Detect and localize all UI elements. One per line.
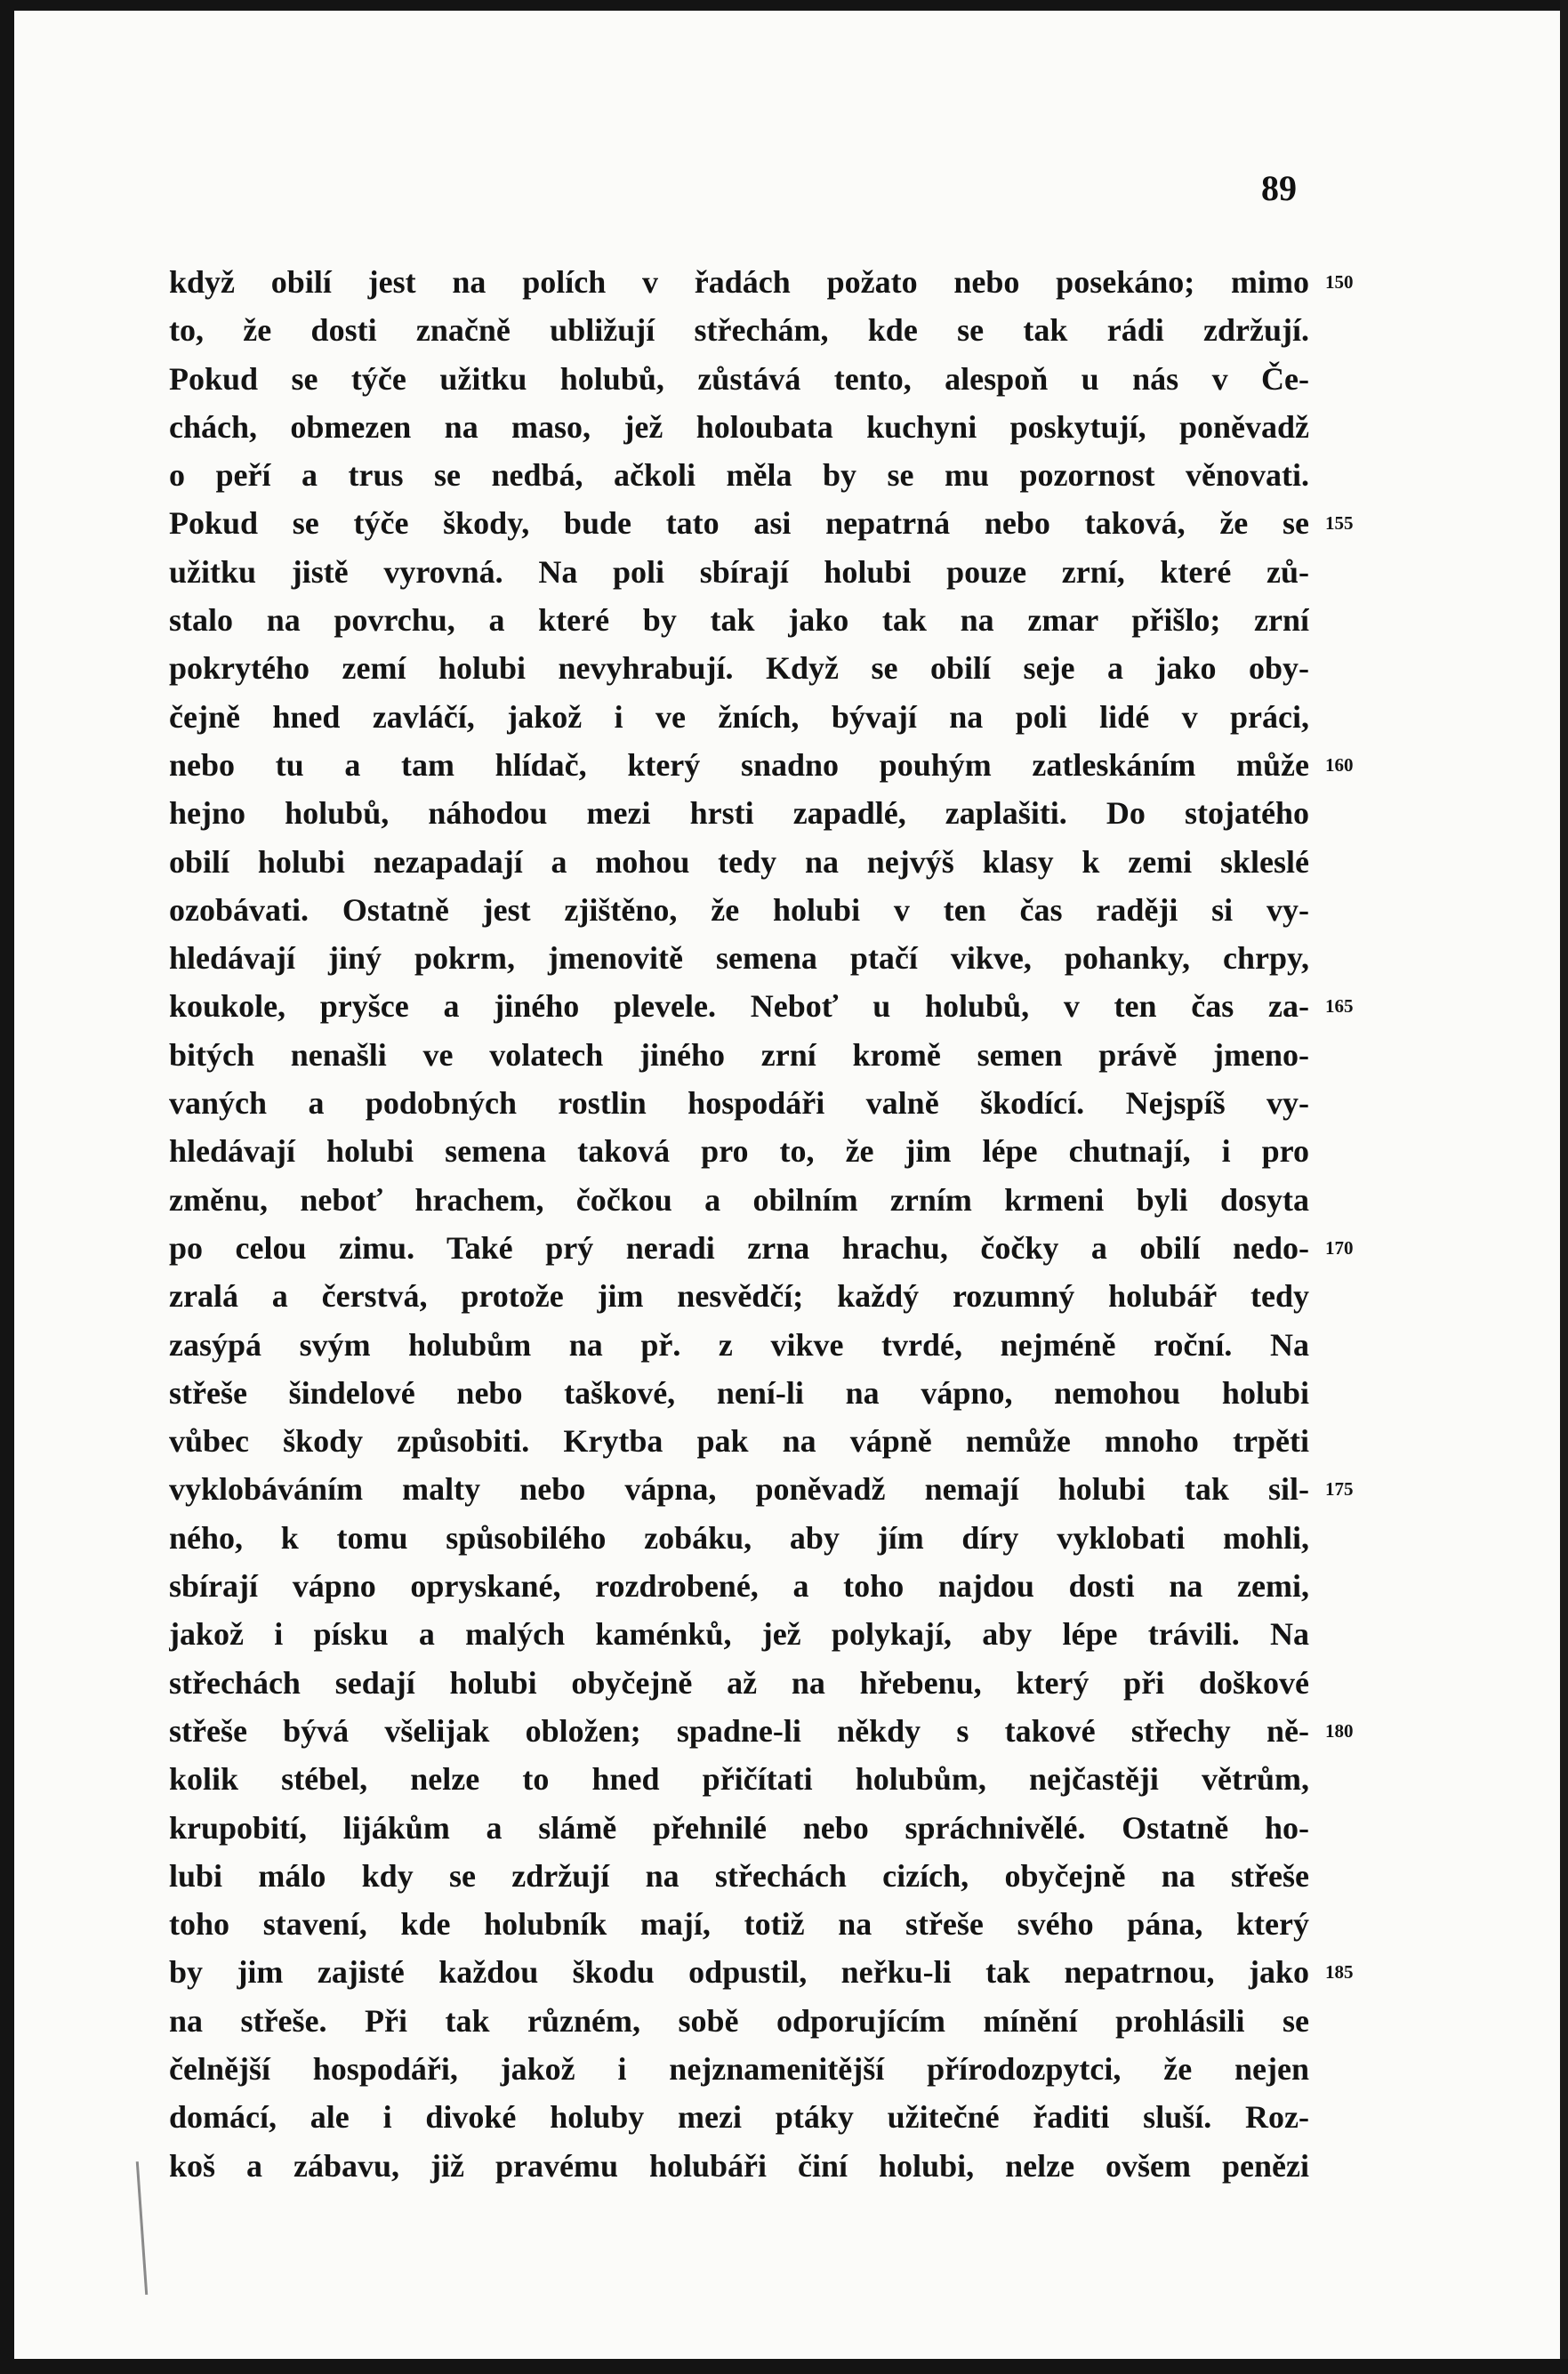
text-line-content: krupobití, lijákům a slámě přehnilé nebo spráchnivělé. Ostatně ho- <box>169 1809 1309 1846</box>
text-line <box>169 1465 1354 1513</box>
text-line <box>169 1369 1309 1417</box>
text-line <box>169 1562 1309 1610</box>
text-line <box>169 1224 1354 1272</box>
page-crease <box>136 2161 148 2295</box>
text-line <box>169 548 1309 596</box>
text-line-content: bitých nenašli ve volatech jiného zrní kromě semen právě jmeno- <box>169 1036 1309 1073</box>
text-line-content: o peří a trus se nedbá, ačkoli měla by se mu pozornost věnovati. <box>169 457 1309 494</box>
text-line <box>169 1514 1309 1562</box>
text-line-content: obilí holubi nezapadají a mohou tedy na nejvýš klasy k zemi skleslé <box>169 843 1309 880</box>
text-line <box>169 1997 1309 2045</box>
text-line <box>169 644 1309 692</box>
text-line-content: hejno holubů, náhodou mezi hrsti zapadlé, zaplašiti. Do stojatého <box>169 795 1309 832</box>
text-line-content: koukole, pryšce a jiného plevele. Neboť u holubů, v ten čas za- <box>169 988 1309 1025</box>
text-line-content: střechách sedají holubi obyčejně až na hřebenu, který při doškové <box>169 1664 1309 1701</box>
text-line <box>169 1031 1309 1079</box>
line-number-marker: 155 <box>1325 512 1354 535</box>
text-line <box>169 1948 1354 1996</box>
text-line <box>169 693 1309 741</box>
text-line <box>169 355 1309 403</box>
line-number-marker: 170 <box>1325 1236 1354 1259</box>
text-line <box>169 1417 1309 1465</box>
text-line-content: ozobávati. Ostatně jest zjištěno, že holubi v ten čas raději si vy- <box>169 891 1309 928</box>
text-line-content: stalo na povrchu, a které by tak jako tak na zmar přišlo; zrní <box>169 602 1309 639</box>
text-line <box>169 2142 1309 2190</box>
text-line-content: vůbec škody způsobiti. Krytba pak na vápně nemůže mnoho trpěti <box>169 1423 1309 1460</box>
text-line-content: domácí, ale i divoké holuby mezi ptáky užitečné řaditi sluší. Roz- <box>169 2099 1309 2136</box>
text-line <box>169 403 1309 451</box>
text-line-content: když obilí jest na polích v řadách požato nebo posekáno; mimo <box>169 264 1309 300</box>
text-line <box>169 982 1354 1030</box>
text-line-content: střeše šindelové nebo taškové, není-li na vápno, nemohou holubi <box>169 1374 1309 1411</box>
line-number-marker: 185 <box>1325 1961 1354 1984</box>
text-line-content: zasýpá svým holubům na př. z vikve tvrdé, nejméně roční. Na <box>169 1326 1309 1363</box>
text-line <box>169 934 1309 982</box>
text-line-content: čelnější hospodáři, jakož i nejznamenitější přírodozpytci, že nejen <box>169 2050 1309 2087</box>
text-line <box>169 499 1354 547</box>
text-line <box>169 2045 1309 2093</box>
scan-border-right <box>1560 0 1568 2374</box>
text-line <box>169 789 1309 837</box>
text-line-content: to, že dosti značně ubližují střechám, kde se tak rádi zdržují. <box>169 312 1309 349</box>
text-line-content: nebo tu a tam hlídač, který snadno pouhým zatleskáním může <box>169 746 1309 783</box>
text-line <box>169 258 1354 306</box>
text-line-content: změnu, neboť hrachem, čočkou a obilním zrním krmeni byli dosyta <box>169 1181 1309 1218</box>
text-line <box>169 1176 1309 1224</box>
line-number-marker: 175 <box>1325 1478 1354 1501</box>
text-line-content: střeše bývá všelijak obložen; spadne-li někdy s takové střechy ně- <box>169 1712 1309 1749</box>
text-line <box>169 1610 1309 1658</box>
text-line <box>169 1659 1309 1707</box>
text-line <box>169 2093 1309 2141</box>
text-line-content: hledávají holubi semena taková pro to, že jim lépe chutnají, i pro <box>169 1133 1309 1170</box>
text-line <box>169 1272 1309 1320</box>
scan-border-bottom <box>0 2359 1568 2374</box>
text-line-content: hledávají jiný pokrm, jmenovitě semena ptačí vikve, pohanky, chrpy, <box>169 940 1309 977</box>
scan-border-left <box>0 0 14 2374</box>
text-line-content: vaných a podobných rostlin hospodáři valně škodící. Nejspíš vy- <box>169 1085 1309 1122</box>
text-line-content: užitku jistě vyrovná. Na poli sbírají holubi pouze zrní, které zů- <box>169 553 1309 590</box>
line-number-marker: 160 <box>1325 753 1354 776</box>
text-line-content: sbírají vápno opryskané, rozdrobené, a toho najdou dosti na zemi, <box>169 1568 1309 1605</box>
page-number: 89 <box>1261 168 1297 208</box>
text-line-content: pokrytého zemí holubi nevyhrabují. Když se obilí seje a jako oby- <box>169 650 1309 687</box>
line-number-marker: 150 <box>1325 271 1354 293</box>
text-line-content: vyklobáváním malty nebo vápna, poněvadž nemají holubi tak sil- <box>169 1471 1309 1508</box>
text-line <box>169 1900 1309 1948</box>
line-number-marker: 165 <box>1325 995 1354 1018</box>
line-number-marker: 180 <box>1325 1719 1354 1742</box>
text-line-content: koš a zábavu, již pravému holubáři činí holubi, nelze ovšem penězi <box>169 2147 1309 2184</box>
text-line <box>169 1127 1309 1175</box>
text-line-content: zralá a čerstvá, protože jim nesvědčí; každý rozumný holubář tedy <box>169 1278 1309 1315</box>
text-line-content: Pokud se týče užitku holubů, zůstává tento, alespoň u nás v Če- <box>169 360 1309 397</box>
text-line-content: Pokud se týče škody, bude tato asi nepatrná nebo taková, že se <box>169 505 1309 542</box>
text-line <box>169 1755 1309 1803</box>
text-line-content: na střeše. Při tak různém, sobě odporujícím mínění prohlásili se <box>169 2002 1309 2039</box>
text-line <box>169 1321 1309 1369</box>
text-line <box>169 741 1354 789</box>
text-line-content: by jim zajisté každou škodu odpustil, neřku-li tak nepatrnou, jako <box>169 1954 1309 1991</box>
text-line <box>169 886 1309 934</box>
text-line-content: ného, k tomu spůsobilého zobáku, aby jím díry vyklobati mohli, <box>169 1519 1309 1556</box>
text-line-content: jakož i písku a malých kaménků, jež polykají, aby lépe trávili. Na <box>169 1616 1309 1653</box>
text-line <box>169 596 1309 644</box>
text-line-content: kolik stébel, nelze to hned přičítati holubům, nejčastěji větrům, <box>169 1761 1309 1798</box>
text-line <box>169 451 1309 499</box>
text-line <box>169 1804 1309 1852</box>
text-line <box>169 306 1309 354</box>
text-line <box>169 1707 1354 1755</box>
text-line <box>169 1079 1309 1127</box>
scan-border-top <box>0 0 1568 11</box>
text-line-content: po celou zimu. Také prý neradi zrna hrachu, čočky a obilí nedo- <box>169 1229 1309 1266</box>
text-line-content: čejně hned zavláčí, jakož i ve žních, bývají na poli lidé v práci, <box>169 698 1309 735</box>
text-line <box>169 1852 1309 1900</box>
text-line <box>169 838 1309 886</box>
body-text <box>169 258 1354 2190</box>
text-line-content: chách, obmezen na maso, jež holoubata kuchyni poskytují, poněvadž <box>169 408 1309 445</box>
text-line-content: lubi málo kdy se zdržují na střechách cizích, obyčejně na střeše <box>169 1857 1309 1894</box>
text-line-content: toho stavení, kde holubník mají, totiž na střeše svého pána, který <box>169 1906 1309 1943</box>
